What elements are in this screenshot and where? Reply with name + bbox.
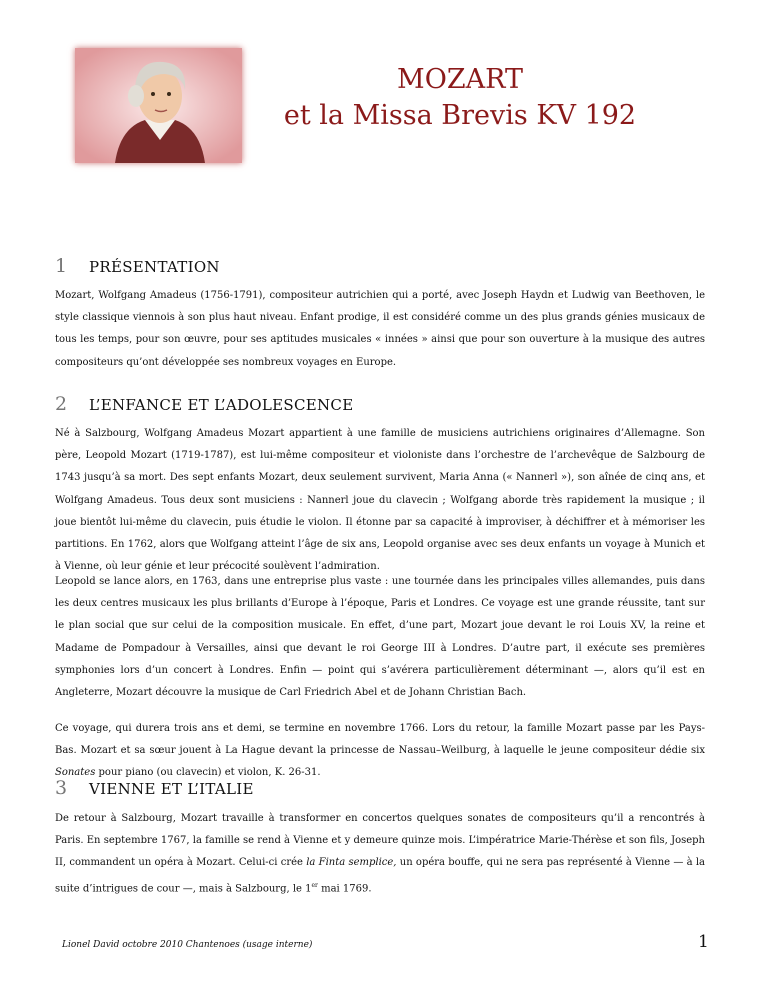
page-number: 1 bbox=[698, 932, 709, 952]
paragraph-text: un opéra bouffe, qui ne sera pas représenté à Vienne — à la suite d’intrigues de cour —, mais à Salzbourg, le 1 bbox=[55, 857, 705, 894]
title-line-1: MOZART bbox=[397, 64, 523, 95]
superscript: er bbox=[311, 881, 318, 889]
paragraph-italic: Sonates bbox=[55, 767, 96, 779]
paragraph bbox=[55, 718, 705, 785]
section-number: 1 bbox=[55, 255, 68, 277]
paragraph: Leopold se lance alors, en 1763, dans une entreprise plus vaste : une tournée dans les principales villes allemandes, puis dans les deux centres musicaux les plus brillants d’Europe à l’époque, Paris et Londres. Ce voyage est une grande réussite, tant sur le plan social que sur celui de la composition musicale. En effet, d’une part, Mozart joue devant le roi Louis XV, la reine et Madame de Pompadour à Versailles, ainsi que devant le roi George III à Londres. D’autre part, il exécute ses premières symphonies lors d’un concert à Londres. Enfin — point qui s’avérera particulièrement déterminant —, alors qu’il est en Angleterre, Mozart découvre la musique de Carl Friedrich Abel et de Johann Christian Bach. bbox=[55, 576, 705, 699]
paragraph: Mozart, Wolfgang Amadeus (1756-1791), compositeur autrichien qui a porté, avec Joseph Haydn et Ludwig van Beethoven, le style classique viennois à son plus haut niveau. Enfant prodige, il est considéré comme un des plus grands génies musicaux de tous les temps, pour son œuvre, pour ses aptitudes musicales « innées » ainsi que pour son ouverture à la musique des autres compositeurs qu’ont développée ses nombreux voyages en Europe. bbox=[55, 290, 705, 368]
paragraph-text: Ce voyage, qui durera trois ans et demi, se termine en novembre 1766. Lors du retour, la famille Mozart passe par les Pays-Bas. Mozart et sa sœur jouent à La Hague devant la princesse de Nassau–Weilburg, à laquelle le jeune compositeur dédie six bbox=[55, 723, 705, 757]
document-title bbox=[250, 62, 670, 134]
mozart-portrait bbox=[75, 48, 242, 163]
footer-text: Lionel David octobre 2010 Chantenoes (usage interne) bbox=[62, 940, 313, 950]
section-3-heading bbox=[55, 777, 254, 799]
paragraph bbox=[55, 808, 705, 900]
section-number: 2 bbox=[55, 393, 68, 415]
paragraph-text: De retour à Salzbourg, Mozart travaille à transformer en concertos quelques sonates de compositeurs qu’il a rencontrés à Paris. En septembre 1767, la famille se rend à Vienne et y demeure quinze mois. L’impératrice Marie-Thérèse et son fils, Joseph II, commandent un opéra à Mozart. Celui-ci crée bbox=[55, 813, 705, 869]
section-title: VIENNE ET L’ITALIE bbox=[89, 780, 254, 798]
paragraph-italic: la Finta semplice, bbox=[306, 857, 397, 869]
paragraph-text: mai 1769. bbox=[317, 882, 372, 894]
section-2-heading bbox=[55, 393, 353, 415]
section-number: 3 bbox=[55, 777, 68, 799]
title-line-2: et la Missa Brevis KV 192 bbox=[283, 100, 637, 131]
section-title: PRÉSENTATION bbox=[89, 258, 220, 276]
paragraph-text: pour piano (ou clavecin) et violon, K. 26-31. bbox=[95, 767, 321, 779]
section-title: L’ENFANCE ET L’ADOLESCENCE bbox=[89, 396, 354, 414]
section-1-heading bbox=[55, 255, 220, 277]
paragraph: Né à Salzbourg, Wolfgang Amadeus Mozart appartient à une famille de musiciens autrichiens originaires d’Allemagne. Son père, Leopold Mozart (1719-1787), est lui-même compositeur et violoniste dans l’orchestre de l’archevêque de Salzbourg de 1743 jusqu’à sa mort. Des sept enfants Mozart, deux seulement survivent, Maria Anna (« Nannerl »), son aînée de cinq ans, et Wolfgang Amadeus. Tous deux sont musiciens : Nannerl joue du clavecin ; Wolfgang aborde très rapidement la musique ; il joue bientôt lui-même du clavecin, puis étudie le violon. Il étonne par sa capacité à improviser, à déchiffrer et à mémoriser les partitions. En 1762, alors que Wolfgang atteint l’âge de six ans, Leopold organise avec ses deux enfants un voyage à Munich et à Vienne, où leur génie et leur précocité soulèvent l’admiration. bbox=[55, 428, 705, 573]
portrait-image bbox=[75, 48, 242, 163]
